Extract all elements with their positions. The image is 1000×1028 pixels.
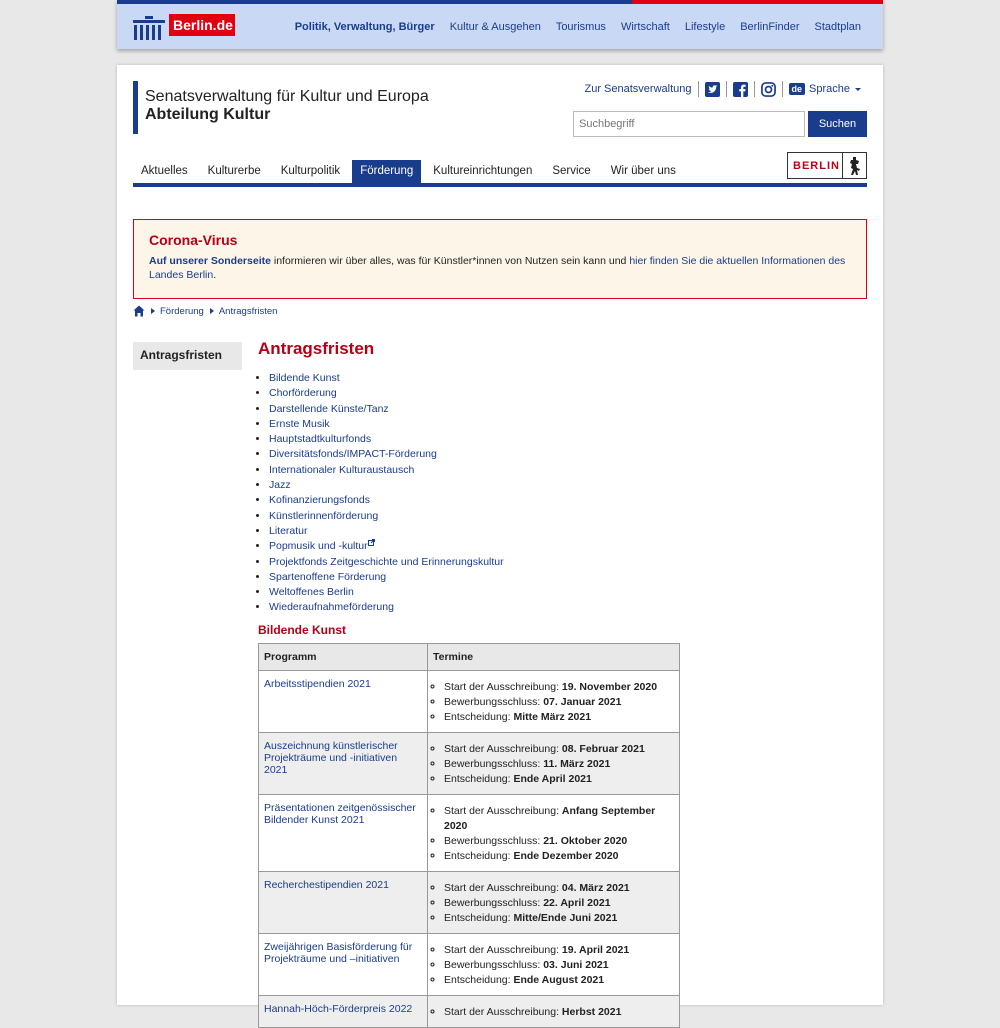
utility-bar bbox=[585, 79, 864, 99]
program-link[interactable]: Hannah-Höch-Förderpreis 2022 bbox=[264, 1002, 413, 1015]
list-item bbox=[269, 570, 868, 585]
senate-link[interactable]: Zur Senatsverwaltung bbox=[584, 83, 692, 95]
date-label: Start der Ausschreibung: bbox=[444, 943, 562, 956]
org-name: Senatsverwaltung für Kultur und Europa bbox=[145, 88, 429, 105]
berlin-logo-text: BERLIN bbox=[793, 159, 840, 172]
anchor-link[interactable]: Kofinanzierungsfonds bbox=[269, 494, 370, 507]
date-value: 07. Januar 2021 bbox=[543, 695, 622, 708]
list-item bbox=[269, 386, 868, 401]
table-row bbox=[259, 933, 680, 995]
language-selector[interactable]: Sprache bbox=[809, 83, 850, 95]
portal-nav-item[interactable]: Lifestyle bbox=[684, 20, 726, 33]
list-item bbox=[269, 432, 868, 447]
table-row bbox=[259, 871, 680, 933]
table-row bbox=[259, 732, 680, 794]
logo-text: Berlin.de bbox=[169, 14, 235, 36]
dates-cell bbox=[428, 794, 680, 871]
list-item bbox=[269, 417, 868, 432]
chevron-down-icon[interactable] bbox=[853, 84, 863, 94]
date-label: Bewerbungsschluss: bbox=[444, 958, 544, 971]
program-cell bbox=[259, 794, 428, 871]
anchor-link[interactable]: Projektfonds Zeitgeschichte und Erinnerungskultur bbox=[269, 555, 504, 568]
anchor-link[interactable]: Literatur bbox=[269, 524, 308, 537]
special-page-link[interactable]: Auf unserer Sonderseite bbox=[149, 255, 271, 267]
date-item bbox=[444, 742, 674, 757]
date-value: Ende April 2021 bbox=[513, 772, 592, 785]
program-link[interactable]: Auszeichnung künstlerischer Projekträume und -initiativen 2021 bbox=[264, 739, 398, 776]
twitter-icon[interactable] bbox=[705, 82, 720, 97]
anchor-link[interactable]: Darstellende Künste/Tanz bbox=[269, 402, 389, 415]
home-icon[interactable] bbox=[133, 305, 145, 317]
date-item bbox=[444, 881, 674, 896]
portal-nav-item[interactable]: Kultur & Ausgehen bbox=[449, 20, 541, 33]
breadcrumb-item[interactable]: Förderung bbox=[160, 305, 204, 317]
anchor-link[interactable]: Hauptstadtkulturfonds bbox=[269, 433, 372, 446]
anchor-link[interactable]: Bildende Kunst bbox=[269, 372, 340, 384]
brandenburger-gate-icon bbox=[131, 14, 167, 42]
content-area bbox=[258, 339, 868, 1028]
divider bbox=[698, 81, 699, 97]
current-info-link[interactable]: hier finden Sie die aktuellen Informationen des Landes Berlin bbox=[149, 255, 846, 281]
date-label: Start der Ausschreibung: bbox=[444, 804, 562, 817]
date-value: Ende Dezember 2020 bbox=[513, 849, 619, 862]
anchor-link[interactable]: Popmusik und -kultur bbox=[269, 540, 368, 553]
section-title: Bildende Kunst bbox=[258, 622, 347, 637]
date-label: Start der Ausschreibung: bbox=[444, 881, 562, 894]
berlin-logo[interactable] bbox=[787, 152, 867, 179]
date-label: Bewerbungsschluss: bbox=[444, 834, 544, 847]
notice-text: Auf unserer Sonderseite informieren wir über alles, was für Künstler*innen von Nutzen sein kann und hier finden Sie die aktuellen Informationen des Landes Berlin. bbox=[149, 255, 846, 281]
date-label: Bewerbungsschluss: bbox=[444, 896, 544, 909]
table-row bbox=[259, 670, 680, 732]
dates-cell bbox=[428, 732, 680, 794]
date-item bbox=[444, 680, 674, 695]
program-link[interactable]: Recherchestipendien 2021 bbox=[264, 878, 389, 891]
program-link[interactable]: Präsentationen zeitgenössischer Bildender Kunst 2021 bbox=[264, 801, 416, 826]
program-cell bbox=[259, 995, 428, 1027]
breadcrumb-arrow-icon bbox=[210, 308, 214, 314]
date-value: 19. November 2020 bbox=[561, 680, 658, 693]
anchor-link[interactable]: Wiederaufnahmeförderung bbox=[269, 601, 394, 614]
deadlines-table bbox=[258, 643, 680, 1028]
date-item bbox=[444, 943, 674, 958]
sidebar-item-antragsfristen[interactable]: Antragsfristen bbox=[133, 342, 242, 370]
breadcrumb bbox=[133, 305, 277, 317]
nav-item[interactable]: Kulturerbe bbox=[207, 165, 261, 177]
program-cell bbox=[259, 871, 428, 933]
date-item bbox=[444, 973, 674, 988]
list-item bbox=[269, 447, 868, 462]
date-label: Start der Ausschreibung: bbox=[444, 1005, 562, 1018]
date-item bbox=[444, 804, 674, 834]
program-cell bbox=[259, 933, 428, 995]
list-item bbox=[269, 493, 868, 508]
list-item bbox=[269, 600, 868, 615]
date-value: Herbst 2021 bbox=[561, 1005, 622, 1018]
date-value: 04. März 2021 bbox=[561, 881, 630, 894]
portal-nav-item[interactable]: Wirtschaft bbox=[620, 20, 670, 33]
nav-item[interactable]: Kulturpolitik bbox=[280, 165, 341, 177]
dates-cell bbox=[428, 670, 680, 732]
dates-cell bbox=[428, 871, 680, 933]
column-header: Termine bbox=[428, 643, 680, 670]
anchor-link-list bbox=[258, 371, 868, 616]
org-title[interactable] bbox=[133, 81, 429, 134]
date-value: 03. Juni 2021 bbox=[543, 958, 609, 971]
nav-item[interactable]: Service bbox=[552, 165, 591, 177]
date-label: Entscheidung: bbox=[444, 849, 514, 862]
divider bbox=[754, 81, 755, 97]
nav-item[interactable]: Kultureinrichtungen bbox=[433, 165, 533, 177]
list-item bbox=[269, 539, 868, 554]
date-item bbox=[444, 849, 674, 864]
divider bbox=[726, 81, 727, 97]
anchor-link[interactable]: Jazz bbox=[269, 479, 291, 492]
date-value: 11. März 2021 bbox=[543, 757, 611, 770]
date-item bbox=[444, 1005, 674, 1020]
list-item bbox=[269, 509, 868, 524]
column-header: Programm bbox=[259, 643, 428, 670]
date-label: Entscheidung: bbox=[444, 973, 514, 986]
anchor-link[interactable]: Internationaler Kulturaustausch bbox=[269, 463, 415, 476]
date-label: Start der Ausschreibung: bbox=[444, 742, 562, 755]
portal-nav-item[interactable]: Politik, Verwaltung, Bürger bbox=[294, 20, 435, 33]
date-item bbox=[444, 695, 674, 710]
external-link-icon bbox=[368, 539, 375, 546]
nav-item[interactable]: Wir über uns bbox=[610, 165, 676, 177]
date-item bbox=[444, 772, 674, 787]
notice-title: Corona-Virus bbox=[149, 232, 238, 248]
anchor-link[interactable]: Ernste Musik bbox=[269, 417, 330, 430]
anchor-link[interactable]: Weltoffenes Berlin bbox=[269, 586, 354, 599]
nav-item[interactable]: Förderung bbox=[352, 160, 421, 183]
program-cell bbox=[259, 732, 428, 794]
search-button[interactable]: Suchen bbox=[808, 111, 867, 137]
table-row bbox=[259, 995, 680, 1027]
portal-nav-item[interactable]: BerlinFinder bbox=[740, 20, 800, 33]
nav-item[interactable]: Aktuelles bbox=[141, 165, 188, 177]
facebook-icon[interactable] bbox=[733, 82, 748, 97]
date-label: Entscheidung: bbox=[444, 911, 514, 924]
anchor-link[interactable]: Diversitätsfonds/IMPACT-Förderung bbox=[269, 448, 437, 461]
list-item bbox=[269, 555, 868, 570]
anchor-link[interactable]: Spartenoffene Förderung bbox=[269, 570, 387, 583]
date-value: Mitte März 2021 bbox=[513, 710, 592, 723]
date-value: Ende August 2021 bbox=[513, 973, 605, 986]
search-input[interactable] bbox=[573, 111, 805, 137]
anchor-link[interactable]: Chorförderung bbox=[269, 387, 337, 400]
list-item bbox=[269, 524, 868, 539]
date-item bbox=[444, 958, 674, 973]
date-value: 19. April 2021 bbox=[561, 943, 630, 956]
berlin-de-logo[interactable] bbox=[131, 14, 237, 42]
list-item bbox=[269, 585, 868, 600]
list-item bbox=[269, 371, 868, 386]
main-container bbox=[117, 65, 883, 1018]
date-label: Start der Ausschreibung: bbox=[444, 680, 562, 693]
date-value: Anfang September 2020 bbox=[444, 804, 656, 832]
table-row bbox=[259, 794, 680, 871]
date-item bbox=[444, 896, 674, 911]
anchor-link[interactable]: Künstlerinnenförderung bbox=[269, 509, 379, 522]
date-value: 08. Februar 2021 bbox=[561, 742, 645, 755]
dates-cell bbox=[428, 995, 680, 1027]
page-title: Antragsfristen bbox=[258, 339, 375, 358]
date-value: 22. April 2021 bbox=[543, 896, 611, 909]
date-item bbox=[444, 911, 674, 926]
date-label: Bewerbungsschluss: bbox=[444, 695, 544, 708]
dates-cell bbox=[428, 933, 680, 995]
date-item bbox=[444, 710, 674, 725]
list-item bbox=[269, 402, 868, 417]
date-item bbox=[444, 757, 674, 772]
program-cell bbox=[259, 670, 428, 732]
department-name: Abteilung Kultur bbox=[145, 106, 271, 123]
date-label: Entscheidung: bbox=[444, 710, 514, 723]
main-nav bbox=[133, 160, 867, 187]
language-badge[interactable]: de bbox=[789, 83, 806, 95]
date-value: Mitte/Ende Juni 2021 bbox=[513, 911, 618, 924]
date-value: 21. Oktober 2020 bbox=[543, 834, 628, 847]
program-link[interactable]: Arbeitsstipendien 2021 bbox=[264, 677, 371, 690]
divider bbox=[782, 81, 783, 97]
list-item bbox=[269, 463, 868, 478]
date-label: Entscheidung: bbox=[444, 772, 514, 785]
breadcrumb-arrow-icon bbox=[151, 308, 155, 314]
instagram-icon[interactable] bbox=[761, 82, 776, 97]
portal-nav-item[interactable]: Stadtplan bbox=[814, 20, 861, 33]
corona-notice bbox=[133, 219, 867, 299]
portal-nav bbox=[280, 4, 861, 49]
date-label: Bewerbungsschluss: bbox=[444, 757, 544, 770]
breadcrumb-item[interactable]: Antragsfristen bbox=[218, 305, 278, 317]
date-item bbox=[444, 834, 674, 849]
list-item bbox=[269, 478, 868, 493]
portal-header bbox=[117, 0, 883, 49]
portal-nav-item[interactable]: Tourismus bbox=[555, 20, 606, 33]
program-link[interactable]: Zweijährigen Basisförderung für Projekträume und –initiativen bbox=[264, 940, 413, 965]
bear-icon bbox=[842, 153, 866, 178]
